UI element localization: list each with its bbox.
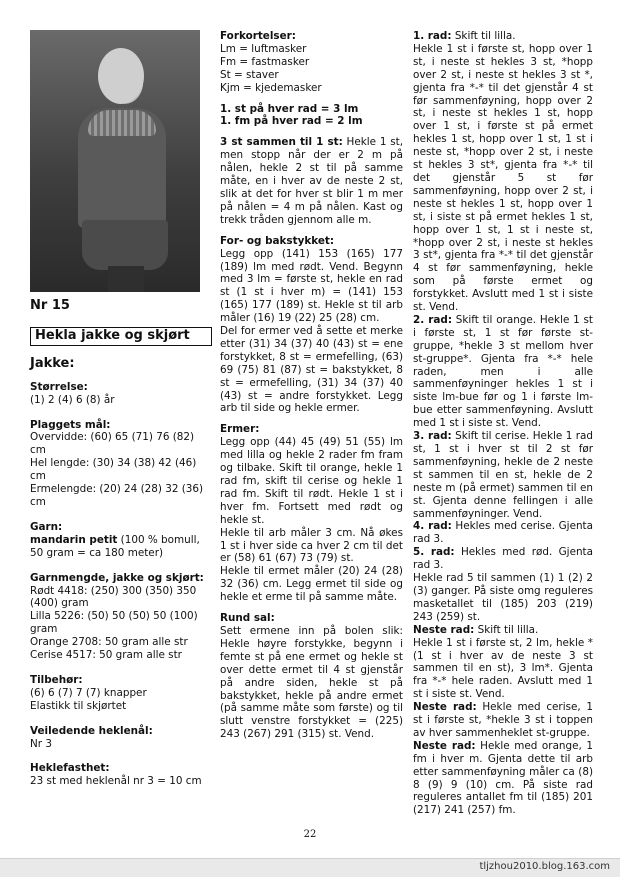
next-row-2: [413, 701, 593, 740]
next-row-3-label: Neste rad:: [413, 739, 476, 752]
next-row-2-text: Hekle med cerise, 1 st i første st, *hekle 3 st i toppen av hver sammenheklet st-gruppe.: [413, 701, 593, 739]
hook-heading: Veiledende heklenål:: [30, 724, 153, 737]
next-row-1: [413, 624, 593, 637]
page-number: 22: [303, 829, 317, 840]
footer-bar: [0, 858, 620, 877]
yoke-text: Sett ermene inn på bolen slik: Hekle høyre forstykke, begynn i femte st på ene ermet og hekle st over dette ermet til 4 st gjenstår på andre siden, hekle st på bakstykket, hekle på andre ermet (på samme måte som første) og til slutt venstre forstykket = (225) 243 (267) 291 (315) st. Vend.: [220, 624, 403, 741]
pattern-title: Hekla jakke og skjørt: [30, 327, 212, 346]
sleeves-text-3: Hekle til ermet måler (20) 24 (28) 32 (36) cm. Legg ermet til side og hekle et erme til på samme måte.: [220, 565, 403, 604]
next-row-1-label: Neste rad:: [413, 623, 475, 636]
row-2-label: 2. rad:: [413, 313, 452, 326]
body-text-2: Del for ermer ved å sette et merke etter (31) 34 (37) 40 (43) st = ene forstykket, 8 st = ermefelling, (63) 69 (75) 81 (87) st = bakstykket, 8 st = ermefelling, (31) 34 (37) 40 (43) st = andre forstykket. Legg arb til side og hekle ermer.: [220, 325, 403, 415]
accessories-buttons: (6) 6 (7) 7 (7) knapper: [30, 686, 147, 699]
column-left: [30, 300, 212, 788]
row-4-label: 4. rad:: [413, 520, 452, 533]
yarn-amount-lilac: Lilla 5226: (50) 50 (50) 50 (100) gram: [30, 610, 198, 636]
accessories-heading: Tilbehør:: [30, 673, 83, 686]
yarn-amount-red: Rødt 4418: (250) 300 (350) 350 (400) gram: [30, 584, 197, 610]
row-3-label: 3. rad:: [413, 430, 452, 443]
row-4-text: Hekles med cerise. Gjenta rad 3.: [413, 520, 593, 546]
yarn-text: [30, 534, 212, 560]
rule-fm: 1. fm på hver rad = 2 lm: [220, 115, 363, 128]
next-row-3-text: Hekle med orange, 1 fm i hver m. Gjenta dette til arb etter sammenføyning måler ca (8) 8 (9) 9 (10) cm. På siste rad reguleres antallet fm til (185) 201 (217) 241 (257) fm.: [413, 739, 593, 817]
row-5-text: Hekles med rød. Gjenta rad 3.: [413, 546, 593, 572]
hook-size: Nr 3: [30, 737, 52, 750]
row-2: [413, 314, 593, 430]
sleeves-heading: Ermer:: [220, 423, 260, 436]
row-1-label: 1. rad:: [413, 30, 452, 42]
abbrev-kjm: Kjm = kjedemasker: [220, 81, 322, 94]
next-row-1-text: Hekle 1 st i første st, 2 lm, hekle *(1 st i hver av de neste 3 st sammen til en st), 3 lm*. Gjenta fra *-* hele raden. Avslutt med 1 st i siste st. Vend.: [413, 636, 593, 701]
rule-st: 1. st på hver rad = 3 lm: [220, 102, 359, 115]
decrease-heading: 3 st sammen til 1 st:: [220, 136, 343, 149]
yarn-details: (100 % bomull, 50 gram = ca 180 meter): [30, 533, 200, 559]
row-2-text: Skift til orange. Hekle 1 st i første st, 1 st før første st-gruppe, *hekle 3 st mellom hver st-gruppe*. Gjenta fra *-* hele raden, men i alle sammenføyninger hekles 1 st i siste lm-bue før og 1 i første lm-bue etter sammenføyning. Avslutt med 1 st i siste st. Vend.: [413, 313, 593, 430]
row-5-label: 5. rad:: [413, 546, 455, 559]
row-5-repeat: Hekle rad 5 til sammen (1) 1 (2) 2 (3) ganger. På siste omg reguleres masketallet til (185) 203 (219) 243 (259) st.: [413, 572, 593, 623]
row-1-color: Skift til lilla.: [451, 30, 516, 42]
gauge-text: 23 st med heklenål nr 3 = 10 cm: [30, 775, 202, 788]
size-heading: Størrelse:: [30, 380, 88, 393]
column-middle: [220, 30, 403, 741]
section-jakke: Jakke:: [30, 355, 75, 371]
body-text: Legg opp (141) 153 (165) 177 (189) lm med rødt. Vend. Begynn med 3 lm = første st, hekle en rad st (1 st i hver m) = (141) 153 (165) 177 (189) st. Hekle st til arb måler (16) 19 (22) 25 (28) cm.: [220, 247, 403, 325]
measurement-length: Hel lengde: (30) 34 (38) 42 (46) cm: [30, 457, 197, 483]
abbrev-fm: Fm = fastmasker: [220, 55, 310, 68]
measurement-sleeve: Ermelengde: (20) 24 (28) 32 (36) cm: [30, 483, 204, 508]
row-3: [413, 430, 593, 520]
next-row-3: [413, 740, 593, 817]
body-heading: For- og bakstykket:: [220, 234, 335, 247]
size-text: (1) 2 (4) 6 (8) år: [30, 393, 115, 406]
next-row-2-label: Neste rad:: [413, 701, 477, 714]
gauge-heading: Heklefasthet:: [30, 762, 110, 775]
sleeves-text-2: Hekle til arb måler 3 cm. Nå økes 1 st i hver side ca hver 2 cm til det er (58) 61 (67) 73 (79) st.: [220, 526, 403, 565]
photo-jacket-yoke: [88, 110, 156, 136]
yarn-name: mandarin petit: [30, 533, 118, 546]
photo-legs: [108, 266, 144, 292]
decrease-text: Hekle 1 st, men stopp når der er 2 m på nålen, hekle 2 st til på samme måte, en i hver av de neste 2 st, slik at det for hver st blir 1 m mer på nålen = 4 m på nålen. Kast og trekk tråden gjennom alle m.: [220, 136, 403, 226]
yarn-amount-cerise: Cerise 4517: 50 gram alle str: [30, 649, 182, 662]
row-4: [413, 520, 593, 546]
measurement-chest: Overvidde: (60) 65 (71) 76 (82) cm: [30, 431, 195, 457]
next-row-1-color: Skift til lilla.: [474, 623, 539, 636]
column-right: [413, 30, 593, 817]
accessories-elastic: Elastikk til skjørtet: [30, 699, 127, 712]
yarn-amount-heading: Garnmengde, jakke og skjørt:: [30, 571, 204, 584]
yarn-amount-orange: Orange 2708: 50 gram alle str: [30, 636, 188, 649]
abbrev-lm: Lm = luftmasker: [220, 42, 307, 55]
watermark-text: tljzhou2010.blog.163.com: [479, 861, 610, 872]
sleeves-text: Legg opp (44) 45 (49) 51 (55) lm med lilla og hekle 2 rader fm fram og tilbake. Skift til orange, hekle 1 rad fm, skift til cerise og hekle 1 rad fm. Skift til rødt. Hekle 1 st i hver fm. Fortsett med rødt og hekle st.: [220, 436, 403, 526]
product-photo: [30, 30, 200, 292]
photo-girl-head: [98, 48, 144, 104]
photo-skirt: [82, 220, 168, 270]
row-1-text: Hekle 1 st i første st, hopp over 1 st, i neste st hekles 3 st, *hopp over 2 st, i neste st hekles 3 st *, gjenta fra *-* til det gjenstår 4 st før sammenføyning, hopp over 2 st, i neste st hekles 1 st, hopp over 1 st, i første st på ermet hekles 1 st, hopp over 1 st, 1 st i neste st, *hopp over 2 st, i neste st hekles 3 st*, gjenta fra *-* til det gjenstår 5 st før sammenføyning, hopp over 2 st, i neste st hekles 1 st, hopp over 1 st, i siste st på ermet hekles 1 st, hopp over 1 st, 1 st i neste st, *hopp over 2 st, i neste st hekles 3 st*, gjenta fra *-* til det gjenstår 4 st før sammenføyning, hekle som på første ermet og forstykket. Avslutt med 1 st i siste st. Vend.: [413, 42, 593, 314]
row-5: [413, 546, 593, 572]
yoke-heading: Rund sal:: [220, 612, 275, 625]
row-3-text: Skift til cerise. Hekle 1 rad st, 1 st i hver st til 2 st før sammenføyning, hekle de 2 neste st sammen til en st, hekle de 2 neste m (på ermet) sammen til en st. Gjenta denne fellingen i alle sammenføyninger. Vend.: [413, 430, 593, 520]
abbrev-st: St = staver: [220, 68, 279, 81]
abbrev-heading: Forkortelser:: [220, 30, 296, 42]
pattern-number: Nr 15: [30, 298, 70, 313]
yarn-heading: Garn:: [30, 520, 63, 533]
decrease-instruction: [220, 136, 403, 226]
row-1: [413, 30, 593, 43]
measurements-heading: Plaggets mål:: [30, 418, 111, 431]
